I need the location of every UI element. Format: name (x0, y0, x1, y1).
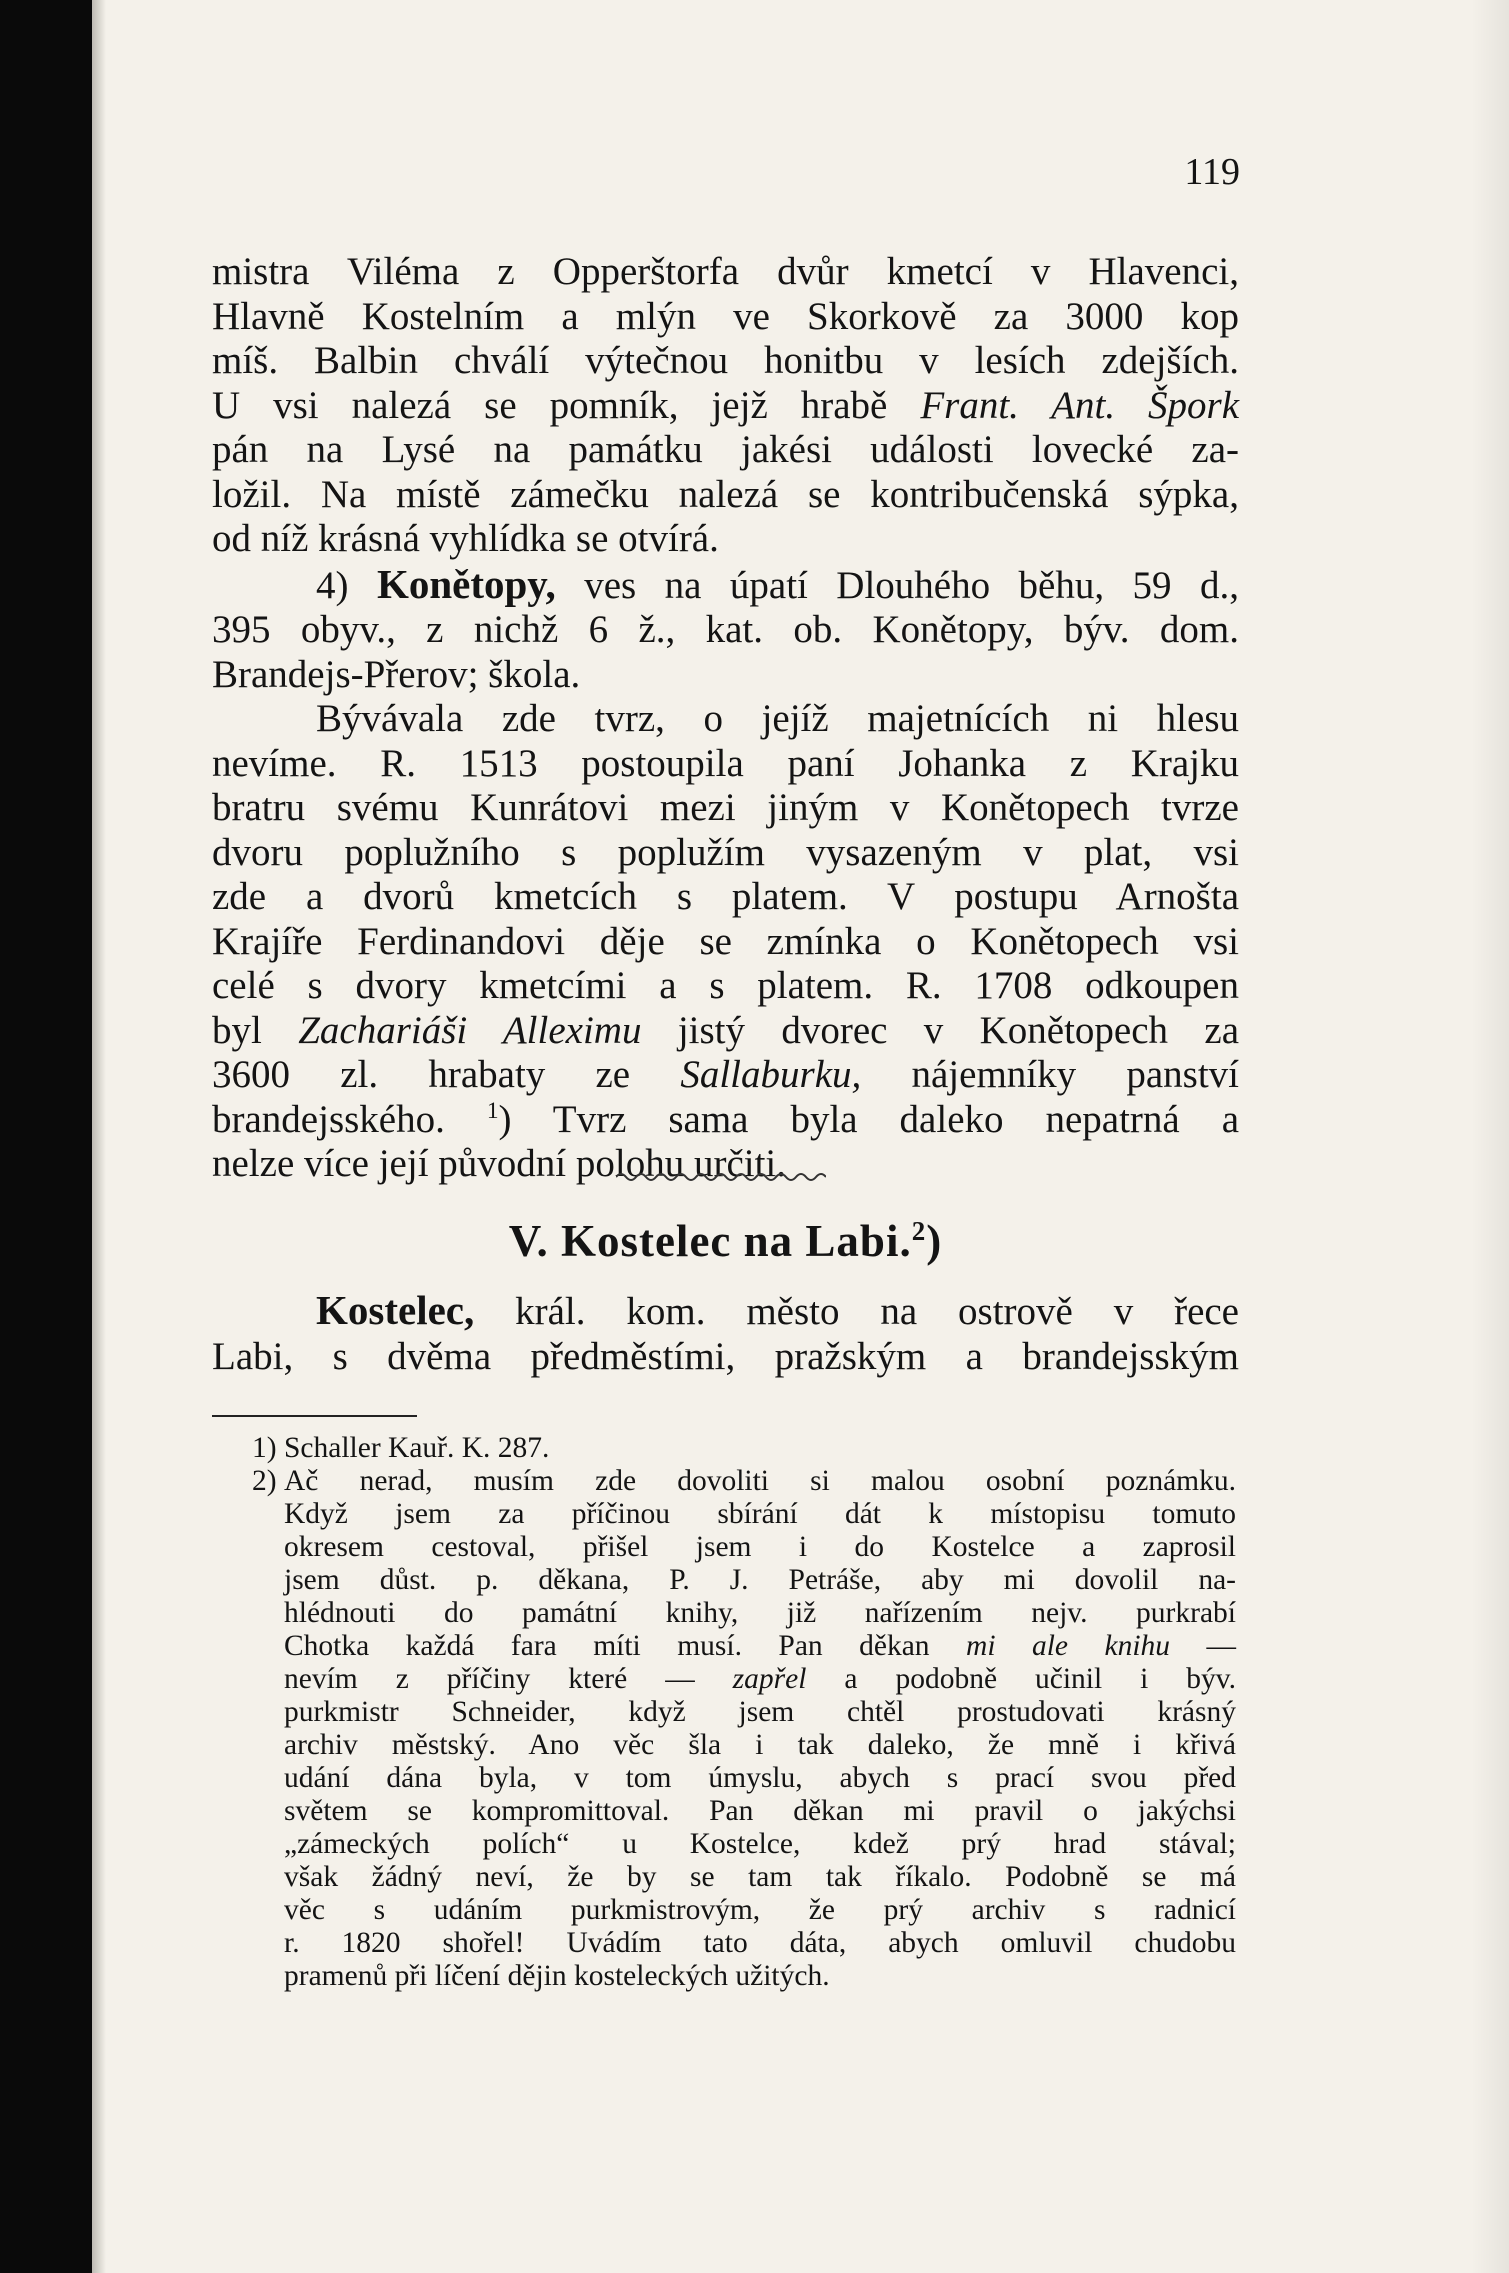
footnote-line: věc s udáním purkmistrovým, že prý archiv s radnicí (284, 1894, 1236, 1926)
text-line: ložil. Na místě zámečku nalezá se kontribučenská sýpka, (212, 472, 1239, 516)
text-line: Hlavně Kostelním a mlýn ve Skorkově za 3000 kop (212, 294, 1239, 338)
footnote-line: archiv městský. Ano věc šla i tak daleko, že mně i křivá (284, 1729, 1236, 1761)
text-line: Krajíře Ferdinandovi děje se zmínka o Konětopech vsi (212, 919, 1239, 963)
text-line: byl Zachariáši Alleximu jistý dvorec v Konětopech za (212, 1008, 1240, 1052)
text-line: Bývávala zde tvrz, o jejíž majetnících ni hlesu (316, 697, 1239, 740)
text-line: bratru svému Kunrátovi mezi jiným v Konětopech tvrze (212, 786, 1239, 829)
footnote-line: r. 1820 shořel! Uvádím tato dáta, abych omluvil chudobu (284, 1927, 1236, 1959)
italic-name: Frant. Ant. Špork (920, 383, 1240, 427)
footnote-ref: 1 (486, 1097, 499, 1124)
entry-konetopy: 4) Konětopy, ves na úpatí Dlouhého běhu, 59 d., (316, 560, 1239, 607)
text-line: Brandejs-Přerov; škola. (212, 652, 581, 696)
footnote-line: jsem důst. p. děkana, P. J. Petráše, aby mi dovolil na- (284, 1564, 1236, 1596)
wavy-ornament-divider (616, 1170, 826, 1184)
place-name: Konětopy, (376, 560, 556, 607)
section-heading: V. Kostelec na Labi.$^2$) (508, 1216, 943, 1266)
text-line: zde a dvorů kmetcích s platem. V postupu Arnošta (212, 875, 1239, 918)
text-line: celé s dvory kmetcími a s platem. R. 1708 odkoupen (212, 964, 1239, 1007)
kostelec-text (212, 1288, 1239, 1379)
footnote-line: světem se kompromittoval. Pan děkan mi pravil o jakýchsi (284, 1795, 1236, 1827)
footnote-line: udání dána byla, v tom úmyslu, abych s prací svou před (284, 1762, 1236, 1794)
text-line: od níž krásná vyhlídka se otvírá. (212, 517, 719, 560)
text-line: nevíme. R. 1513 postoupila paní Johanka z Krajku (212, 741, 1239, 785)
place-name: Kostelec, (316, 1287, 475, 1333)
footnote-line: Když jsem za příčinou sbírání dát k místopisu tomuto (284, 1498, 1236, 1530)
text-line: brandejsského. $^1$) Tvrz sama byla daleko nepatrná a (212, 1097, 1240, 1141)
text-line: pán na Lysé na památku jakési události lovecké za- (212, 428, 1239, 471)
text-line: U vsi nalezá se pomník, jejž hrabě Frant. Ant. Špork (212, 383, 1240, 427)
footnote-marker: 2) (252, 1465, 277, 1497)
footnote-line: Schaller Kauř. K. 287. (284, 1432, 550, 1464)
footnote-rule (212, 1415, 417, 1417)
page-gutter-shadow (92, 0, 106, 2273)
footnote-1 (252, 1432, 1236, 1465)
text-line: dvoru poplužního s poplužím vysazeným v plat, vsi (212, 830, 1239, 874)
footnote-line: Chotka každá fara míti musí. Pan děkan mi ale knihu — (284, 1630, 1236, 1662)
page-edge-shade (1471, 0, 1509, 2273)
text-line: Labi, s dvěma předměstími, pražským a brandejsským (212, 1334, 1239, 1378)
main-text (212, 250, 1239, 1187)
footnote-line: okresem cestoval, přišel jsem i do Kostelce a zaprosil (284, 1531, 1236, 1563)
footnote-line: však žádný neví, že by se tam tak říkalo. Podobně se má (284, 1861, 1236, 1893)
footnote-marker: 1) (252, 1432, 277, 1464)
footnote-2 (252, 1465, 1237, 1993)
footnote-line: Ač nerad, musím zde dovoliti si malou osobní poznámku. (284, 1465, 1236, 1497)
text-line: míš. Balbin chválí výtečnou honitbu v lesích zdejších. (212, 339, 1239, 382)
text-line: mistra Viléma z Opperštorfa dvůr kmetcí v Hlavenci, (212, 250, 1239, 293)
text-line: 3600 zl. hrabaty ze Sallaburku, nájemníky panství (212, 1053, 1239, 1096)
footnote-line: „zámeckých polích“ u Kostelce, kdež prý hrad stával; (284, 1828, 1236, 1860)
page-number: 119 (1184, 151, 1240, 193)
entry-kostelec: Kostelec, král. kom. město na ostrově v řece (316, 1287, 1239, 1333)
footnote-line: nevím z příčiny které — zapřel a podobně učinil i býv. (284, 1663, 1237, 1695)
footnote-line: hlédnouti do památní knihy, již nařízením nejv. purkrabí (284, 1597, 1236, 1629)
footnote-line: purkmistr Schneider, když jsem chtěl prostudovati krásný (284, 1696, 1236, 1728)
footnotes (252, 1432, 1237, 1993)
footnote-line: pramenů při líčení dějin kosteleckých užitých. (284, 1960, 830, 1992)
text-line: 395 obyv., z nichž 6 ž., kat. ob. Konětopy, býv. dom. (212, 608, 1239, 651)
text-line: nelze více její původní polohu určiti. (212, 1142, 787, 1185)
